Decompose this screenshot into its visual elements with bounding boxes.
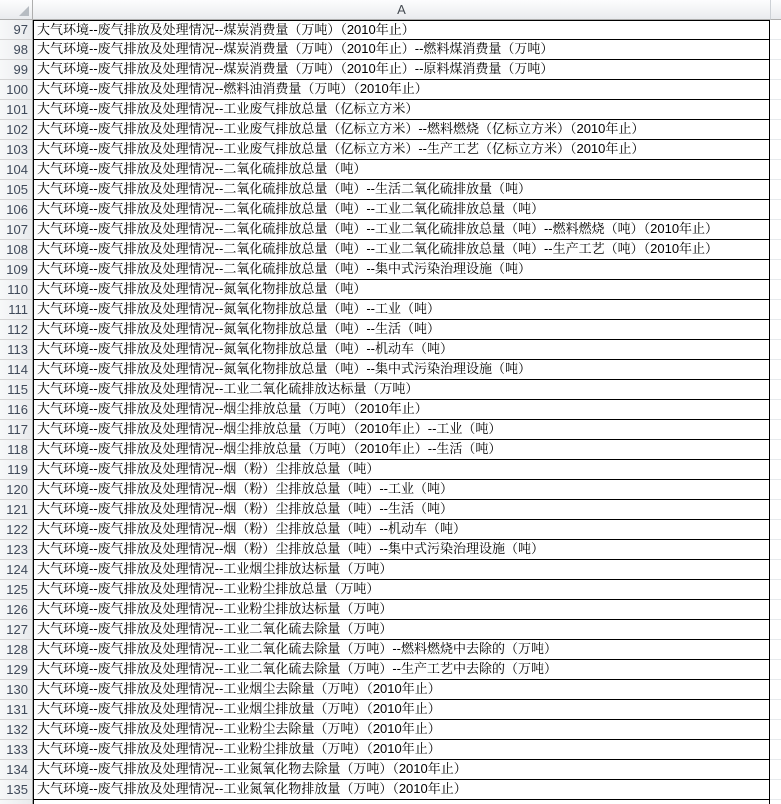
table-row [0, 640, 781, 660]
row-number[interactable]: 125 [0, 580, 33, 600]
cell-a[interactable]: 大气环境--废气排放及处理情况--烟尘排放总量（万吨）（2010年止）--生活（吨） [33, 440, 770, 460]
cell-a[interactable]: 大气环境--废气排放及处理情况--工业烟尘排放量（万吨）（2010年止） [33, 700, 770, 720]
cell-a[interactable]: 大气环境--废气排放及处理情况--工业废气排放总量（亿标立方米）--燃料燃烧（亿标立方米）（2010年止） [33, 120, 770, 140]
row-number[interactable]: 135 [0, 780, 33, 800]
table-row [0, 560, 781, 580]
table-row [0, 300, 781, 320]
cell-a[interactable]: 大气环境--废气排放及处理情况--烟尘排放总量（万吨）（2010年止）--工业（吨） [33, 420, 770, 440]
select-all-triangle-icon [19, 6, 29, 16]
cell-a[interactable]: 大气环境--废气排放及处理情况--工业氮氧化物去除量（万吨）（2010年止） [33, 760, 770, 780]
row-number[interactable]: 104 [0, 160, 33, 180]
table-row [0, 420, 781, 440]
table-row [0, 220, 781, 240]
row-number[interactable]: 109 [0, 260, 33, 280]
row-number[interactable]: 97 [0, 20, 33, 40]
row-number[interactable]: 100 [0, 80, 33, 100]
table-row [0, 60, 781, 80]
table-row [0, 660, 781, 680]
cell-b-sliver [770, 400, 781, 420]
row-number[interactable]: 110 [0, 280, 33, 300]
cell-a[interactable]: 大气环境--废气排放及处理情况--二氧化硫排放总量（吨）--工业二氧化硫排放总量（吨） [33, 200, 770, 220]
cell-a[interactable]: 大气环境--废气排放及处理情况--工业烟尘去除量（万吨）（2010年止） [33, 680, 770, 700]
cell-b-sliver [770, 780, 781, 800]
cell-a[interactable]: 大气环境--废气排放及处理情况--二氧化硫排放总量（吨）--工业二氧化硫排放总量（吨）--燃料燃烧（吨）（2010年止） [33, 220, 770, 240]
cell-b-sliver [770, 20, 781, 40]
row-number[interactable]: 108 [0, 240, 33, 260]
row-number[interactable]: 116 [0, 400, 33, 420]
cell-b-sliver [770, 620, 781, 640]
row-number[interactable]: 131 [0, 700, 33, 720]
cell-b-sliver [770, 680, 781, 700]
column-header-b-sliver [770, 0, 781, 20]
cell-b-sliver [770, 160, 781, 180]
row-number[interactable]: 99 [0, 60, 33, 80]
row-number[interactable]: 105 [0, 180, 33, 200]
cell-b-sliver [770, 220, 781, 240]
cell-a[interactable]: 大气环境--废气排放及处理情况--工业废气排放总量（亿标立方米） [33, 100, 770, 120]
cell-b-sliver [770, 360, 781, 380]
cell-b-sliver [770, 600, 781, 620]
row-number[interactable]: 133 [0, 740, 33, 760]
cell-b-sliver [770, 140, 781, 160]
cell-b-sliver [770, 60, 781, 80]
cell-b-sliver [770, 260, 781, 280]
row-number[interactable]: 122 [0, 520, 33, 540]
select-all-corner[interactable] [0, 0, 33, 20]
table-row [0, 760, 781, 780]
cell-b-sliver [770, 760, 781, 780]
table-row [0, 20, 781, 40]
table-row [0, 160, 781, 180]
cell-a [33, 800, 770, 804]
cell-a[interactable]: 大气环境--废气排放及处理情况--烟（粉）尘排放总量（吨）--工业（吨） [33, 480, 770, 500]
cell-a[interactable]: 大气环境--废气排放及处理情况--二氧化硫排放总量（吨） [33, 160, 770, 180]
row-number[interactable]: 121 [0, 500, 33, 520]
cell-b-sliver [770, 280, 781, 300]
cell-b-sliver [770, 580, 781, 600]
cell-b-sliver [770, 640, 781, 660]
table-row [0, 700, 781, 720]
row-number[interactable]: 126 [0, 600, 33, 620]
table-row [0, 320, 781, 340]
cell-b-sliver [770, 740, 781, 760]
table-row [0, 680, 781, 700]
cell-b-sliver [770, 180, 781, 200]
cell-a[interactable]: 大气环境--废气排放及处理情况--烟（粉）尘排放总量（吨） [33, 460, 770, 480]
cell-b-sliver [770, 720, 781, 740]
table-row [0, 280, 781, 300]
row-number[interactable]: 102 [0, 120, 33, 140]
cell-b-sliver [770, 700, 781, 720]
row-number[interactable]: 130 [0, 680, 33, 700]
row-number[interactable]: 119 [0, 460, 33, 480]
table-row [0, 440, 781, 460]
row-number[interactable]: 112 [0, 320, 33, 340]
cell-a[interactable]: 大气环境--废气排放及处理情况--工业二氧化硫排放达标量（万吨） [33, 380, 770, 400]
table-row [0, 720, 781, 740]
table-row [0, 780, 781, 800]
cell-a[interactable]: 大气环境--废气排放及处理情况--烟（粉）尘排放总量（吨）--生活（吨） [33, 500, 770, 520]
cell-a[interactable]: 大气环境--废气排放及处理情况--工业粉尘排放量（万吨）（2010年止） [33, 740, 770, 760]
column-header-a[interactable]: A [33, 0, 770, 20]
row-number[interactable]: 113 [0, 340, 33, 360]
table-row [0, 480, 781, 500]
column-header-row [0, 0, 781, 20]
cell-b-sliver [770, 200, 781, 220]
table-row [0, 120, 781, 140]
row-number[interactable]: 107 [0, 220, 33, 240]
cell-b-sliver [770, 340, 781, 360]
table-row [0, 100, 781, 120]
table-row [0, 460, 781, 480]
row-number[interactable]: 132 [0, 720, 33, 740]
cell-a[interactable]: 大气环境--废气排放及处理情况--氮氧化物排放总量（吨）--生活（吨） [33, 320, 770, 340]
cell-a[interactable]: 大气环境--废气排放及处理情况--二氧化硫排放总量（吨）--生活二氧化硫排放量（吨） [33, 180, 770, 200]
cell-a[interactable]: 大气环境--废气排放及处理情况--烟尘排放总量（万吨）（2010年止） [33, 400, 770, 420]
cell-b-sliver [770, 660, 781, 680]
table-row [0, 540, 781, 560]
cell-a[interactable]: 大气环境--废气排放及处理情况--烟（粉）尘排放总量（吨）--集中式污染治理设施（吨） [33, 540, 770, 560]
cell-b-sliver [770, 240, 781, 260]
table-row [0, 740, 781, 760]
cell-a[interactable]: 大气环境--废气排放及处理情况--二氧化硫排放总量（吨）--集中式污染治理设施（吨） [33, 260, 770, 280]
cell-a[interactable]: 大气环境--废气排放及处理情况--工业二氧化硫去除量（万吨）--燃料燃烧中去除的（万吨） [33, 640, 770, 660]
cell-a[interactable]: 大气环境--废气排放及处理情况--二氧化硫排放总量（吨）--工业二氧化硫排放总量（吨）--生产工艺（吨）（2010年止） [33, 240, 770, 260]
row-number[interactable]: 128 [0, 640, 33, 660]
row-number [0, 800, 33, 804]
cell-b-sliver [770, 420, 781, 440]
cell-b-sliver [770, 500, 781, 520]
cell-a[interactable]: 大气环境--废气排放及处理情况--工业废气排放总量（亿标立方米）--生产工艺（亿标立方米）（2010年止） [33, 140, 770, 160]
table-row [0, 520, 781, 540]
cell-b-sliver [770, 480, 781, 500]
table-row [0, 600, 781, 620]
cell-b-sliver [770, 100, 781, 120]
cell-a[interactable]: 大气环境--废气排放及处理情况--氮氧化物排放总量（吨）--工业（吨） [33, 300, 770, 320]
row-number[interactable]: 98 [0, 40, 33, 60]
row-number[interactable]: 127 [0, 620, 33, 640]
cell-a[interactable]: 大气环境--废气排放及处理情况--煤炭消费量（万吨）（2010年止）--原料煤消费量（万吨） [33, 60, 770, 80]
cell-a[interactable]: 大气环境--废气排放及处理情况--工业粉尘排放达标量（万吨） [33, 600, 770, 620]
row-number[interactable]: 106 [0, 200, 33, 220]
table-row [0, 180, 781, 200]
partial-row [0, 800, 781, 804]
cell-a[interactable]: 大气环境--废气排放及处理情况--工业烟尘排放达标量（万吨） [33, 560, 770, 580]
cell-b-sliver [770, 460, 781, 480]
cell-a[interactable]: 大气环境--废气排放及处理情况--煤炭消费量（万吨）（2010年止）--燃料煤消费量（万吨） [33, 40, 770, 60]
table-row [0, 260, 781, 280]
cell-b-sliver [770, 380, 781, 400]
cell-b-sliver [770, 300, 781, 320]
table-row [0, 580, 781, 600]
table-row [0, 360, 781, 380]
cell-a[interactable]: 大气环境--废气排放及处理情况--烟（粉）尘排放总量（吨）--机动车（吨） [33, 520, 770, 540]
row-number[interactable]: 134 [0, 760, 33, 780]
cell-a[interactable]: 大气环境--废气排放及处理情况--工业粉尘去除量（万吨）（2010年止） [33, 720, 770, 740]
row-number[interactable]: 123 [0, 540, 33, 560]
cell-b-sliver [770, 80, 781, 100]
table-row [0, 40, 781, 60]
row-number[interactable]: 103 [0, 140, 33, 160]
cell-a[interactable]: 大气环境--废气排放及处理情况--工业二氧化硫去除量（万吨） [33, 620, 770, 640]
table-row [0, 240, 781, 260]
row-number[interactable]: 101 [0, 100, 33, 120]
cell-a[interactable]: 大气环境--废气排放及处理情况--工业粉尘排放总量（万吨） [33, 580, 770, 600]
cell-b-sliver [770, 40, 781, 60]
cell-a[interactable]: 大气环境--废气排放及处理情况--煤炭消费量（万吨）（2010年止） [33, 20, 770, 40]
row-number[interactable]: 114 [0, 360, 33, 380]
row-number[interactable]: 115 [0, 380, 33, 400]
table-row [0, 380, 781, 400]
cell-b-sliver [770, 440, 781, 460]
cell-a[interactable]: 大气环境--废气排放及处理情况--工业二氧化硫去除量（万吨）--生产工艺中去除的（万吨） [33, 660, 770, 680]
table-row [0, 500, 781, 520]
cell-a[interactable]: 大气环境--废气排放及处理情况--燃料油消费量（万吨）（2010年止） [33, 80, 770, 100]
table-row [0, 80, 781, 100]
cell-b-sliver [770, 800, 781, 804]
row-number[interactable]: 120 [0, 480, 33, 500]
row-number[interactable]: 118 [0, 440, 33, 460]
row-number[interactable]: 111 [0, 300, 33, 320]
row-number[interactable]: 129 [0, 660, 33, 680]
cell-b-sliver [770, 540, 781, 560]
rows-container [0, 20, 781, 800]
cell-b-sliver [770, 120, 781, 140]
table-row [0, 400, 781, 420]
cell-b-sliver [770, 560, 781, 580]
cell-b-sliver [770, 520, 781, 540]
table-row [0, 620, 781, 640]
table-row [0, 140, 781, 160]
cell-a[interactable]: 大气环境--废气排放及处理情况--氮氧化物排放总量（吨） [33, 280, 770, 300]
table-row [0, 340, 781, 360]
table-row [0, 200, 781, 220]
cell-b-sliver [770, 320, 781, 340]
cell-a[interactable]: 大气环境--废气排放及处理情况--氮氧化物排放总量（吨）--机动车（吨） [33, 340, 770, 360]
cell-a[interactable]: 大气环境--废气排放及处理情况--氮氧化物排放总量（吨）--集中式污染治理设施（吨） [33, 360, 770, 380]
cell-a[interactable]: 大气环境--废气排放及处理情况--工业氮氧化物排放量（万吨）（2010年止） [33, 780, 770, 800]
row-number[interactable]: 117 [0, 420, 33, 440]
row-number[interactable]: 124 [0, 560, 33, 580]
